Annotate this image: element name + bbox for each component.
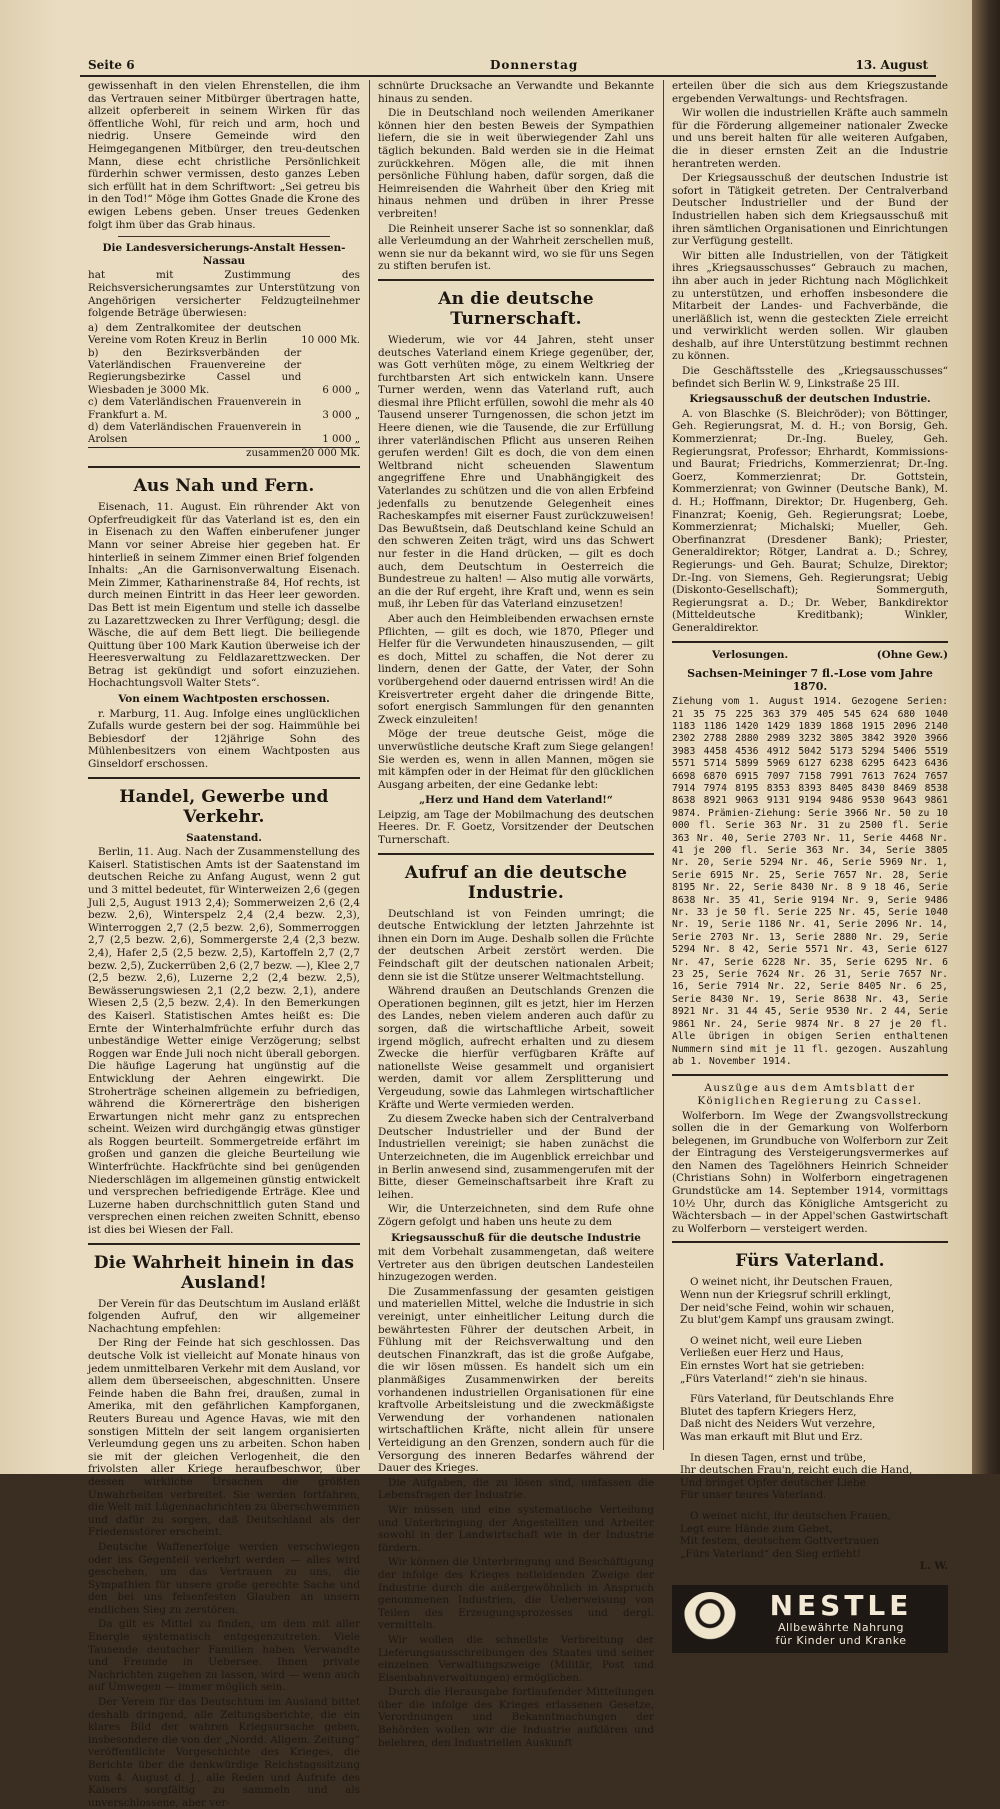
amtsblatt-text: Wolferborn. Im Wege der Zwangsvollstreckung sollen die in der Gemarkung von Wolferborn belegenen, im Grundbuche von Wolferborn zur Zeit der Eintragung des Versteigerungsvermerkes auf den Namen des Tagelöhners Heinrich Schneider (Christians Sohn) in Wolferborn eingetragenen Grundstücke am 14. September 1914, vormittags 10½ Uhr, durch das Königliche Amtsgericht zu Wächtersbach — in der Appel'schen Gastwirtschaft zu Wolferborn — versteigert werden.: [672, 1109, 948, 1235]
article-paragraph: Der Verein für das Deutschtum im Ausland bittet deshalb dringend, alle Zeitungsberichte, die ein klares Bild der wahren Kriegsursache geben, insbesondere die von der „Nordd. Allgem. Zeitung“ veröffentlichte Vorgeschichte des Krieges, die Berichte über die denkwürdige Reichstagssitzung vom 4. August d. J., alle Reden und Aufrufe des Kaisers sorgfältig zu sammeln und als unverschlossene, aber ver-: [88, 1696, 360, 1809]
column-2: [378, 80, 654, 1749]
poem-line: Und bringet Opfer deutscher Liebe: [680, 1476, 866, 1489]
poem-line: Verließen euer Herz und Haus,: [680, 1347, 844, 1360]
table-row: [88, 348, 360, 398]
section-heading-handel: Handel, Gewerbe und Verkehr.: [119, 786, 329, 827]
donation-label: c) dem Vaterländischen Frauenverein in Frankfurt a. M.: [88, 397, 302, 421]
subheading-saatenstand: Saatenstand.: [186, 831, 262, 844]
article-paragraph: Die Aufgaben, die zu lösen sind, umfassen die Lebensfragen der Industrie.: [378, 1476, 654, 1502]
article-paragraph: Da gilt es Mittel zu finden, um dem mit aller Energie systematisch entgegenzutreten. Viele Tausende deutscher Familien haben Verwandte und Freunde in Uebersee. Ihnen private Nachrichten zugehen zu lassen, wird — wenn auch auf Umwegen — immer möglich sein.: [88, 1618, 360, 1694]
ad-tagline: für Kinder und Kranke: [775, 1633, 907, 1647]
poem-line: O weinet nicht, weil eure Lieben: [690, 1334, 862, 1347]
lva-heading: Die Landesversicherungs-Anstalt Hessen-Nassau: [102, 242, 346, 267]
column-3: [672, 80, 948, 1647]
section-heading-industrie: Aufruf an die deutsche Industrie.: [404, 862, 628, 903]
section-heading-turnerschaft: An die deutsche Turnerschaft.: [438, 288, 594, 329]
poem-stanza: [672, 1393, 948, 1443]
separator: [672, 1241, 948, 1243]
poem-line: „Fürs Vaterland!“ zieh'n sie hinaus.: [680, 1372, 868, 1385]
donation-amount: 6 000 „: [322, 384, 360, 396]
member-list: A. von Blaschke (S. Bleichröder); von Böttinger, Geh. Regierungsrat, M. d. H.; von Borsig, Geh. Kommerzienrat; Dr.-Ing. Bueley, Geh. Regierungsrat, Professor; Ehrhardt, Kommissions- und Baurat; Friedrichs, Kommerzienrat; Dr.-Ing. Goerz, Kommerzienrat; Dr. Gottstein, Kommerzienrat; von Gwinner (Deutsche Bank), M. d. H.; Hoffmann, Direktor; Dr. Hugenberg, Geh. Finanzrat; Koenig, Geh. Regierungsrat; Loebe, Kommerzienrat; Michalski; Mueller, Geh. Oberfinanzrat (Dresdener Bank); Priester, Generaldirektor; Rötger, Landrat a. D.; Schrey, Regierungs- und Geh. Baurat; Schulze, Direktor; Dr.-Ing. von Siemens, Geh. Regierungsrat; Uebig (Diskonto-Gesellschaft); Sommerguth, Regierungsrat a. D.; Dr. Weber, Bankdirektor (Mitteldeutsche Kreditbank); Winkler, Generaldirektor.: [672, 407, 948, 634]
verlosungen-heading: Verlosungen.: [712, 648, 789, 661]
article-paragraph: Wir wollen die schnellste Verbreitung der Lieferungsausschreibungen des Staates und seiner einzelnen Verwaltungszweige (Militär, Post und Eisenbahnverwaltungen) ermöglichen.: [378, 1633, 654, 1684]
ad-brand: NESTLE: [769, 1588, 913, 1622]
article-paragraph: Die in Deutschland noch weilenden Amerikaner können hier den besten Beweis der Sympathien liefern, die sie in weit überwiegender Zahl uns täglich bekunden. Bald werden sie in die Heimat zurückkehren. Mögen alle, die mit ihnen persönliche Fühlung haben, dafür sorgen, daß die Heimreisenden die Wahrheit über den Krieg mit hinaus nehmen und drüben in ihrer Presse verbreiten!: [378, 107, 654, 220]
poem-line: Zu blut'gem Kampf uns grausam zwingt.: [680, 1314, 895, 1327]
article-paragraph: mit dem Vorbehalt zusammengetan, daß weitere Vertreter aus den übrigen deutschen Landesteilen hinzugezogen werden.: [378, 1246, 654, 1284]
poem-signature: L. W.: [919, 1560, 948, 1573]
donation-table: [88, 323, 360, 460]
separator: [378, 279, 654, 281]
separator: [88, 777, 360, 779]
subheading-kriegsausschuss: Kriegsausschuß für die deutsche Industrie: [391, 1231, 641, 1244]
ad-tagline: Allbewährte Nahrung: [777, 1620, 905, 1634]
poem-stanza: [672, 1276, 948, 1326]
turner-signature: Leipzig, am Tage der Mobilmachung des deutschen Heeres. Dr. F. Goetz, Vorsitzender der Deutschen Turnerschaft.: [378, 808, 654, 847]
article-continuation: erteilen über die sich aus dem Kriegszustande ergebenden Verwaltungs- und Rechtsfragen.: [672, 80, 948, 105]
separator: [118, 236, 330, 237]
column-1: [88, 80, 360, 1809]
binding-spine: [972, 0, 1000, 1474]
total-row: [88, 447, 360, 460]
page-header: [70, 58, 932, 76]
poem-stanza: [672, 1510, 948, 1560]
poem-line: Blutet des tapfern Kriegers Herz,: [680, 1405, 857, 1418]
donation-label: a) dem Zentralkomitee der deutschen Vereine vom Roten Kreuz in Berlin: [88, 322, 302, 347]
article-paragraph: Möge der treue deutsche Geist, möge die unverwüstliche deutsche Kraft zum Siege gelangen! Sie werden es, wenn in allen Mannen, mögen sie mit kämpfen oder in der Heimat für den glücklichen Ausgang arbeiten, der eine Gedanke lebt:: [378, 728, 654, 791]
poem-line: Was man erkauft mit Blut und Erz.: [680, 1430, 863, 1443]
donation-amount: 10 000 Mk.: [301, 335, 360, 347]
poem-line: Wenn nun der Kriegsruf schrill erklingt,: [680, 1289, 892, 1302]
article-eisenach: Eisenach, 11. August. Ein rührender Akt von Opferfreudigkeit für das Vaterland ist es, den ein in Eisenach zu den Waffen einberufener junger Mann vor seiner Abreise hier gegeben hat. Er hinterließ in seinem Zimmer einen Brief folgenden Inhalts: „An die Garnisonverwaltung Eisenach. Mein Zimmer, Katharinenstraße 84, Hof rechts, ist durch meinen Eintritt in das Heer leer geworden. Das Bett ist mein Eigentum und stelle ich dasselbe zu Lazarettzwecken zu Ihrer Verfügung; desgl. die Wäsche, die auf dem Bett liegt. Die beiliegende Quittung über 100 Mark Kaution überweise ich der Heeresverwaltung zu Feldlazarettzwecken. Der Betrag ist gekündigt und sofort einzuziehen. Hochachtungsvoll Walter Stets“.: [88, 501, 360, 690]
article-paragraph: Durch die Herausgabe fortlaufender Mitteilungen über die infolge des Krieges erlassenen Gesetze, Verordnungen und Bekanntmachungen der Behörden wollen wir die Industrie aufklären und belehren, den Industriellen Auskunft: [378, 1686, 654, 1749]
column-rule: [663, 80, 664, 1450]
separator: [672, 1074, 948, 1076]
nestle-advertisement: [672, 1585, 948, 1653]
lottery-results: Ziehung vom 1. August 1914. Gezogene Serien: 21 35 75 225 363 379 405 545 624 680 1040 1183 1186 1420 1429 1839 1868 1915 2096 2140 2302 2788 2880 2989 3232 3805 3842 3920 3966 3983 4458 4536 4912 5042 5173 5294 5406 5519 5571 5714 5899 5969 6127 6238 6295 6423 6436 6698 6870 6915 7097 7158 7991 7613 7624 7657 7914 7974 8195 8353 8393 8405 8430 8469 8538 8638 8921 9063 9131 9194 9486 9530 9643 9861 9874. Prämien-Ziehung: Serie 3966 Nr. 50 zu 10 000 fl. Serie 363 Nr. 31 zu 2500 fl. Serie 363 Nr. 40, Serie 2703 Nr. 11, Serie 4468 Nr. 41 je 200 fl. Serie 363 Nr. 34, Serie 3805 Nr. 20, Serie 5294 Nr. 46, Serie 5969 Nr. 1, Serie 6915 Nr. 25, Serie 7657 Nr. 28, Serie 8195 Nr. 22, Serie 8430 Nr. 8 9 18 46, Serie 8638 Nr. 35 41, Serie 9194 Nr. 9, Serie 9486 Nr. 33 je 50 fl. Serie 225 Nr. 45, Serie 1040 Nr. 19, Serie 1186 Nr. 41, Serie 2096 Nr. 14, Serie 2703 Nr. 13, Serie 2880 Nr. 29, Serie 5294 Nr. 8 42, Serie 5571 Nr. 43, Serie 6127 Nr. 47, Serie 6228 Nr. 35, Serie 6295 Nr. 6 23 25, Serie 7624 Nr. 26 31, Serie 7657 Nr. 16, Serie 7914 Nr. 22, Serie 8405 Nr. 6 25, Serie 8430 Nr. 19, Serie 8638 Nr. 43, Serie 8921 Nr. 31 44 45, Serie 9530 Nr. 2 44, Serie 9861 Nr. 24, Serie 9874 Nr. 8 27 je 20 fl. Alle übrigen in obigen Serien enthaltenen Nummern sind mit je 11 fl. gezogen. Auszahlung ab 1. November 1914.: [672, 696, 948, 1067]
article-paragraph: Wir müssen und eine systematische Verteilung und Unterbringung der Angestellten und Arbeiter sowohl in der Landwirtschaft wie in der Industrie fördern.: [378, 1503, 654, 1554]
donation-label: d) dem Vaterländischen Frauenverein in Arolsen: [88, 421, 302, 446]
total-label: zusammen: [88, 447, 301, 460]
article-paragraph: Wir wollen die industriellen Kräfte auch sammeln für die Förderung allgemeiner nationaler Zwecke und uns bereit halten für alle weiteren Aufgaben, die in dieser ernsten Zeit an die Industrie herantreten werden.: [672, 107, 948, 170]
poem-line: O weinet nicht, ihr Deutschen Frauen,: [690, 1276, 893, 1289]
lva-intro: hat mit Zustimmung des Reichsversicherungsamtes zur Unterstützung von Angehörigen versicherter Feldzugteilnehmer folgende Beträge überwiesen:: [88, 269, 360, 320]
article-paragraph: Der Ring der Feinde hat sich geschlossen. Das deutsche Volk ist vielleicht auf Monate hinaus von jedem unmittelbaren Verkehr mit dem Ausland, vor allem dem überseeischen, abgeschnitten. Unsere Feinde haben die Bahn frei, draußen, zumal in Amerika, mit den gefährlichen Kampforganen, Reuters Bureau und Agence Havas, wie mit den sonstigen Mitteln der seit langem organisierten Verleumdung gegen uns zu arbeiten. Schon haben sie mit der gleichen Verlogenheit, die den frivolsten aller Kriege heraufbeschwor, über dessen wirkliche Ursachen die größten Unwahrheiten verbreitet. Sie werden fortfahren, die Welt mit Lügennachrichten zu überschwemmen und dafür zu sorgen, daß Deutschland als der Friedensstörer erscheint.: [88, 1337, 360, 1539]
poem-line: Mit festem, deutschem Gottvertrauen: [680, 1535, 880, 1548]
article-paragraph: Aber auch den Heimbleibenden erwachsen ernste Pflichten, — gilt es doch, wie 1870, Pfleger und Helfer für die Verwundeten hinauszusenden, — gilt es doch, Mittel zu schaffen, die Not derer zu lindern, denen der Gatte, der Vater, der Sohn vorübergehend oder dauernd entrissen wird! An die Kreisvertreter ergeht daher die dringende Bitte, sofort energisch Sammlungen für den genannten Zweck einzuleiten!: [378, 612, 654, 726]
page-number: Seite 6: [88, 58, 135, 72]
article-paragraph: Deutsche Waffenerfolge werden verschwiegen oder ins Gegenteil verkehrt werden — alles wird geschehen, um das Vertrauen zu uns, die Sympathien für unsere große gerechte Sache und den bei uns felsenfesten Glauben an unsern endlichen Sieg zu zerstören.: [88, 1540, 360, 1616]
subheading-wachtposten: Von einem Wachtposten erschossen.: [118, 693, 330, 706]
poem-title: Fürs Vaterland.: [735, 1251, 885, 1272]
subheading-kriegsausschuss-members: Kriegsausschuß der deutschen Industrie.: [689, 393, 931, 406]
lottery-title: Sachsen-Meininger 7 fl.-Lose vom Jahre 1870.: [687, 667, 933, 694]
poem-line: Für unser teures Vaterland.: [680, 1489, 827, 1502]
article-marburg: r. Marburg, 11. Aug. Infolge eines unglücklichen Zufalls wurde gestern bei der sog. Haimmühle bei Bebiesdorf der 12jährige Sohn des Mühlenbesitzers von einem Wachtposten aus Ginseldorf erschossen.: [88, 707, 360, 771]
poem: [672, 1276, 948, 1572]
article-paragraph: Der Verein für das Deutschtum im Ausland erläßt folgenden Aufruf, den wir allgemeiner Nachachtung empfehlen:: [88, 1297, 360, 1335]
table-row: [88, 397, 360, 422]
article-paragraph: Die Geschäftsstelle des „Kriegsausschusses“ befindet sich Berlin W. 9, Linkstraße 25 III.: [672, 365, 948, 390]
article-continuation: schnürte Drucksache an Verwandte und Bekannte hinaus zu senden.: [378, 80, 654, 105]
poem-line: Fürs Vaterland, für Deutschlands Ehre: [690, 1393, 894, 1406]
poem-stanza: [672, 1335, 948, 1385]
issue-date: 13. August: [855, 58, 928, 72]
separator: [672, 641, 948, 643]
poem-stanza: [672, 1452, 948, 1502]
obituary-text: gewissenhaft in den vielen Ehrenstellen, die ihm das Vertrauen seiner Mitbürger übertragen hatte, allzeit opferbereit in seinem Wirken für das öffentliche Wohl, für reich und arm, hoch und niedrig. Unsere Gemeinde wird den Heimgegangenen Mitbürger, den treu-deutschen Mann, diese echt christliche Persönlichkeit fürderhin schwer vermissen, desto ganzes Leben sich erfüllt hat in dem Schriftwort: „Sei getreu bis in den Tod!“ Möge ihm Gottes Gnade die Krone des ewigen Lebens geben. Unser treues Gedenken folgt ihm über das Grab hinaus.: [88, 80, 360, 231]
article-paragraph: Die Zusammenfassung der gesamten geistigen und materiellen Mittel, welche die Industrie in sich vereinigt, unter einheitlicher Leitung durch die bewährtesten Führer der deutschen Arbeit, in Fühlung mit der Reichsverwaltung und den deutschen Finanzkraft, das ist die große Aufgabe, die wir lösen müssen. Es handelt sich um ein planmäßiges Zusammenwirken der bereits vorhandenen industriellen Organisationen für eine kraftvolle Arbeitsleistung und die zweckmäßigste Verwendung der vorhandenen nationalen wirtschaftlichen Kräfte, nicht allein für unsere Verteidigung an den Grenzen, sondern auch für die Versorgung des inneren Bedarfes während der Dauer des Krieges.: [378, 1285, 654, 1475]
article-paragraph: Wir können die Unterbringung und Beschäftigung der infolge des Krieges notleidenden Zweige der Industrie durch die außergewöhnlich in Anspruch genommenen Industrien, die Ueberweisung von Teilen des Erzeugungsprozesses und dergl. vermitteln.: [378, 1556, 654, 1632]
column-rule: [369, 80, 370, 1450]
table-row: [88, 323, 360, 348]
nest-logo-icon: [683, 1592, 737, 1646]
section-heading-wahrheit: Die Wahrheit hinein in das Ausland!: [93, 1252, 355, 1293]
article-paragraph: Wiederum, wie vor 44 Jahren, steht unser deutsches Vaterland einem Kriege gegenüber, der, was Gott verhüten möge, zu einem Weltkrieg der furchtbarsten Art sich entwickeln kann. Unsere Turner werden, wenn das Vaterland ruft, auch diesmal ihre Pflicht erfüllen, sowohl die mehr als 40 Tausend unserer Turngenossen, die schon jetzt im Heere dienen, wie die Tausende, die zur Erfüllung ihrer vaterländischen Pflicht aus unseren Reihen gerufen werden! Gilt es doch, die von dem einen Weltbrand nicht scheuenden Slawentum angegriffene Ehre und Unabhängigkeit des Vaterlandes zu schützen und die von allen Erbfeind jedenfalls zu benutzende Gelegenheit eines Racheskampfes mit eiserner Faust zurückzuweisen! Das Bewußtsein, daß Deutschland keine Schuld an den schweren Zeiten trägt, wird uns das Schwert nur fester in die Hand drücken, — gilt es doch auch, dem Deutschtum in Oesterreich die Bundestreue zu halten! — Also mutig alle vorwärts, an die der Ruf ergeht, ihre Kraft und, wenn es sein muß, ihr Leben für das Vaterland einzusetzen!: [378, 333, 654, 611]
article-paragraph: Die Reinheit unserer Sache ist so sonnenklar, daß alle Verleumdung an der Wahrheit zerschellen muß, wenn sie nur da bekannt wird, wo sie für uns Segen zu stiften berufen ist.: [378, 222, 654, 273]
table-row: [88, 422, 360, 447]
poem-line: „Fürs Vaterland“ den Sieg erfleht!: [680, 1547, 861, 1560]
poem-line: O weinet nicht, ihr deutschen Frauen,: [690, 1509, 891, 1522]
amtsblatt-heading: Auszüge aus dem Amtsblatt der Königlichen Regierung zu Cassel.: [697, 1082, 923, 1107]
header-rule: [80, 75, 936, 77]
donation-amount: 1 000 „: [322, 434, 360, 446]
donation-label: b) den Bezirksverbänden der Vaterländischen Frauenvereine der Regierungsbezirke Cassel und Wiesbaden je 3000 Mk.: [88, 347, 302, 396]
verlosungen-note: (Ohne Gew.): [876, 648, 948, 661]
total-amount: 20 000 Mk.: [301, 447, 360, 459]
article-paragraph: Wir, die Unterzeichneten, sind dem Rufe ohne Zögern gefolgt und haben uns heute zu dem: [378, 1203, 654, 1228]
article-paragraph: Zu diesem Zwecke haben sich der Centralverband Deutscher Industrieller und der Bund der Industriellen vereinigt; sie haben zunächst die Unterzeichneten, die im Augenblick erreichbar und in Berlin anwesend sind, zusammengerufen mit der Bitte, dieser Gemeinschaftsarbeit ihre Kraft zu leihen.: [378, 1113, 654, 1201]
article-saatenstand: Berlin, 11. Aug. Nach der Zusammenstellung des Kaiserl. Statistischen Amts ist der Saatenstand im deutschen Reiche zu Anfang August, wenn 2 gut und 3 mittel bedeutet, für Winterweizen 2,6 (gegen Juli 2,5, August 1913 2,4); Sommerweizen 2,6 (2,4 bezw. 2,6), Winterspelz 2,4 (2,4 bezw. 2,3), Winterroggen 2,7 (2,5 bezw. 2,6), Sommerroggen 2,7 (2,5 bezw. 2,6), Sommergerste 2,4 (2,3 bezw. 2,4), Hafer 2,5 (2,5 bezw. 2,5), Kartoffeln 2,7 (2,7 bezw. 2,5), Zuckerrüben 2,6 (2,7 bezw. —), Klee 2,7 (2,5 bezw. 2,6), Luzerne 2,2 (2,4 bezw. 2,5), Bewässerungswiesen 2,1 (2,2 bezw. 2,1), andere Wiesen 2,5 (2,5 bezw. 2,4). In den Bemerkungen des Kaiserl. Statistischen Amtes heißt es: Die Ernte der Winterhalmfrüchte erfuhr durch das unbeständige Wetter einige Verzögerung; selbst Roggen war Ende Juli noch nicht überall geborgen. Die häufige Lagerung hat ungünstig auf die Entwicklung der Aehren eingewirkt. Die Stroherträge scheinen allgemein zu befriedigen, während die Körnererträge den bisherigen Erwartungen nicht mehr ganz zu entsprechen scheint. Weizen wird durchgängig etwas günstiger als Roggen beurteilt. Sommergetreide erfährt im großen und ganzen die gleiche Beurteilung wie Winterfrüchte. Hackfrüchte sind bei genügenden Niederschlägen im allgemeinen günstig entwickelt und versprechen befriedigende Erträge. Klee und Luzerne haben durchschnittlich guten Stand und versprechen einen reichen zweiten Schnitt, ebenso ist dies bei Wiesen der Fall.: [88, 846, 360, 1237]
poem-line: Ein ernstes Wort hat sie getrieben:: [680, 1360, 865, 1372]
ad-text: [737, 1588, 945, 1647]
verlosungen-heading-row: [672, 649, 948, 662]
separator: [378, 853, 654, 855]
donation-amount: 3 000 „: [322, 409, 360, 421]
turner-motto: „Herz und Hand dem Vaterland!“: [419, 794, 613, 807]
section-heading-nah-fern: Aus Nah und Fern.: [133, 476, 315, 497]
poem-line: Daß nicht des Neiders Wut verzehre,: [680, 1418, 876, 1431]
poem-line: Legt eure Hände zum Gebet,: [680, 1522, 833, 1535]
separator: [88, 466, 360, 468]
poem-line: In diesen Tagen, ernst und trübe,: [690, 1451, 867, 1464]
article-paragraph: Wir bitten alle Industriellen, von der Tätigkeit ihres „Kriegsausschusses“ Gebrauch zu machen, ihn aber auch in jeder Richtung nach Möglichkeit zu unterstützen, und erhoffen insbesondere die Mitarbeit der Landes- und Fachverbände, die unerläßlich ist, wenn die gesteckten Ziele erreicht und verwirklicht werden sollen. Wir glauben deshalb, auf ihre Unterstützung bestimmt rechnen zu können.: [672, 249, 948, 363]
article-paragraph: Der Kriegsausschuß der deutschen Industrie ist sofort in Tätigkeit getreten. Der Centralverband Deutscher Industrieller und der Bund der Industriellen haben sich dem Kriegsausschuß mit ihren sämtlichen Organisationen und Einrichtungen zur Verfügung gestellt.: [672, 172, 948, 248]
poem-line: Ihr deutschen Frau'n, reicht euch die Hand,: [680, 1464, 913, 1477]
poem-line: Der neid'sche Feind, wohin wir schauen,: [680, 1301, 895, 1314]
article-paragraph: Während draußen an Deutschlands Grenzen die Operationen beginnen, gilt es jetzt, hier im Herzen des Landes, neben vielem anderen auch dafür zu sorgen, daß die wirtschaftliche Arbeit, soweit irgend möglich, aufrecht erhalten und zu diesem Zwecke die hierfür verfügbaren Kräfte auf nationellste Weise gesammelt und organisiert werden, damit vor allem Zersplitterung und Vergeudung, sowie das Lahmlegen wirtschaftlicher Kräfte und Werte vermieden werden.: [378, 985, 654, 1111]
article-paragraph: Deutschland ist von Feinden umringt; die deutsche Entwicklung der letzten Jahrzehnte ist ihnen ein Dorn im Auge. Deshalb sollen die Früchte der deutschen Arbeit zerstört werden. Die Feindschaft gilt der deutschen nationalen Arbeit; denn sie ist die Stütze unserer Weltmachtstellung.: [378, 907, 654, 983]
weekday: Donnerstag: [490, 58, 579, 72]
separator: [88, 1243, 360, 1245]
